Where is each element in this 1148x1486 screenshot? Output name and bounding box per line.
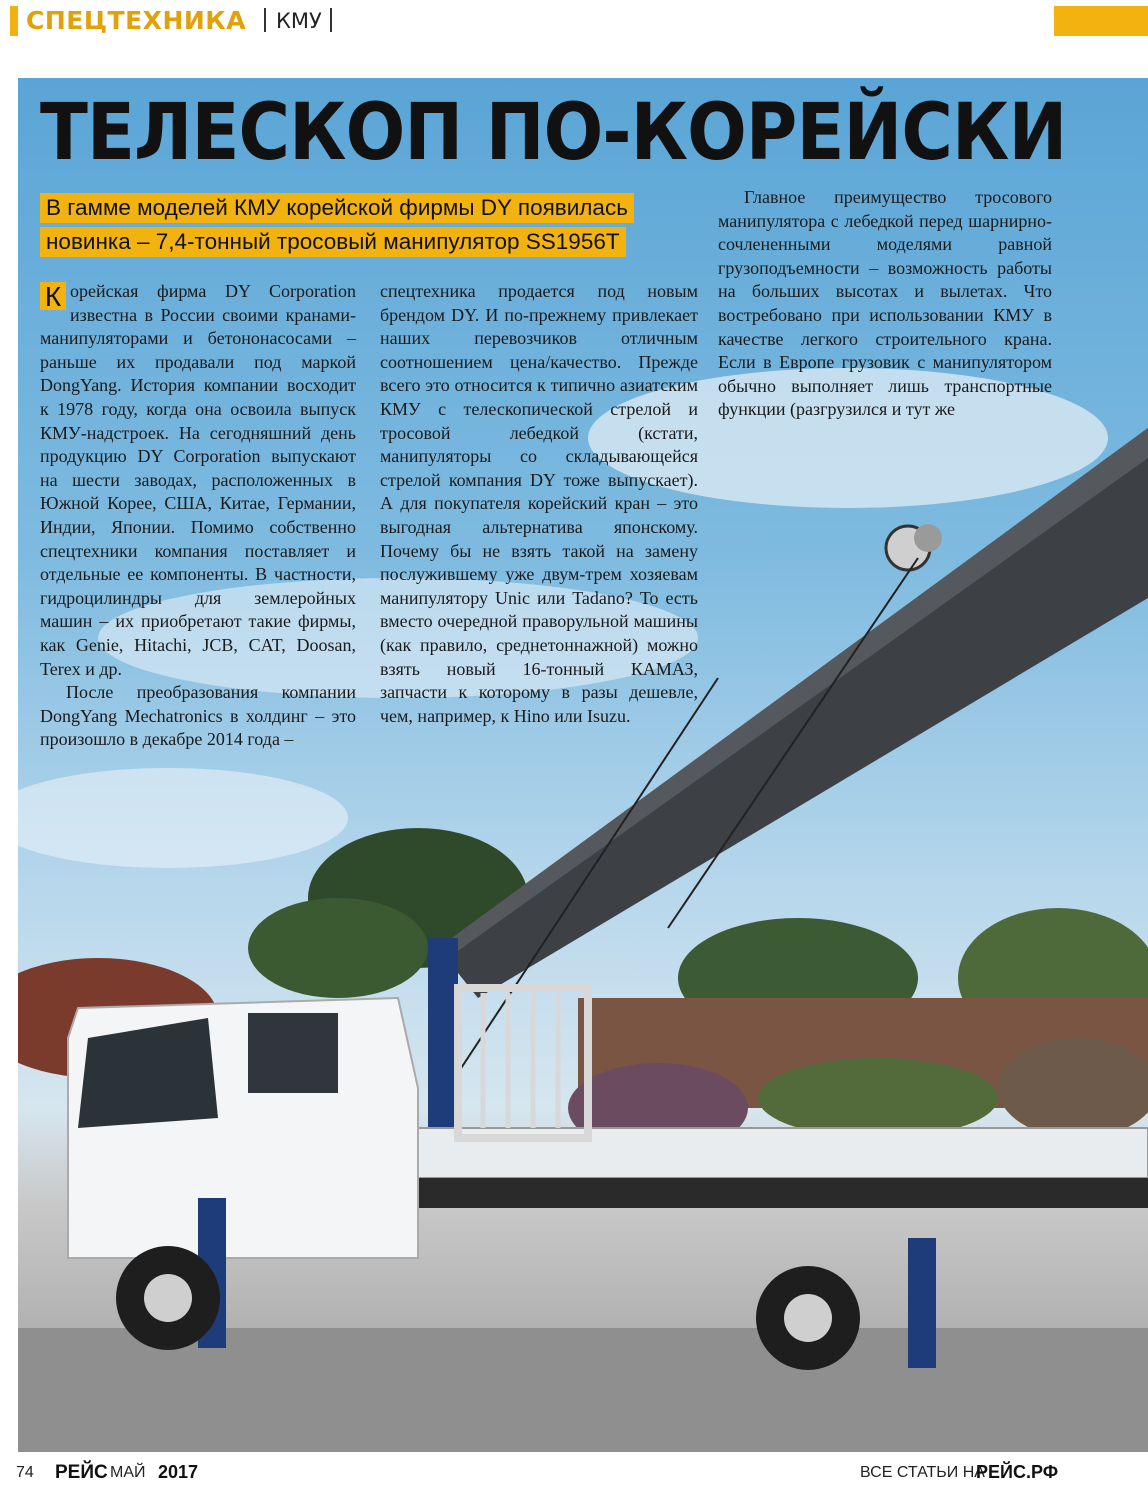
magazine-name: РЕЙС [55, 1462, 108, 1483]
article-column-1 [40, 280, 356, 752]
paragraph [40, 280, 356, 681]
article-column-2 [380, 280, 698, 728]
paragraph: спецтехника продается под новым брендом DY. И по-прежнему привлекает наших перевозчиков отличным соотношением цена/качество. Прежде всего это относится к типично азиатским КМУ с телескопической стрелой и тросовой лебедкой (кстати, манипуляторы со складывающейся стрелой компания DY тоже выпускает). А для покупателя корейский кран – это выгодная альтернатива японскому. Почему бы не взять такой на замену послужившему уже двум-трем хозяевам манипулятору Unic или Tadano? То есть вместо очередной праворульной машины (как правило, среднетоннажной) можно взять новый 16-тонный КАМАЗ, запчасти к которому в разы дешевле, чем, например, к Hino или Isuzu. [380, 281, 698, 726]
drop-cap: К [40, 282, 66, 310]
header-accent-bar [10, 6, 18, 36]
all-articles-label: ВСЕ СТАТЬИ НА [860, 1464, 985, 1481]
article-subtitle-line2: новинка – 7,4-тонный тросовый манипулятор SS1956T [40, 227, 626, 257]
paragraph: Главное преимущество тросового манипулятора с лебедкой перед шарнирно-сочлененными моделями равной грузоподъемности – возможность работы на больших высотах и вылетах. Что востребовано при использовании КМУ в качестве легкого строительного крана. Если в Европе грузовик с манипулятором обычно выполняет лишь транспортные функции (разгрузился и тут же [718, 187, 1052, 420]
article-title: ТЕЛЕСКОП ПО-КОРЕЙСКИ [40, 88, 1067, 178]
subsection-label: КМУ [276, 9, 322, 33]
header-divider [330, 8, 332, 32]
page-footer [0, 1462, 1148, 1486]
header-divider [264, 8, 266, 32]
issue-year: 2017 [158, 1462, 199, 1482]
site-link[interactable]: РЕЙС.РФ [976, 1462, 1059, 1482]
paragraph-text: орейская фирма DY Corporation известна в России своими кранами-манипуляторами и бетононасосами – раньше их продавали под маркой DongYang. История компании восходит к 1978 году, когда она освоила выпуск КМУ-надстроек. На сегодняшний день продукцию DY Corporation выпускают на шести заводах, расположенных в Южной Корее, США, Китае, Германии, Индии, Японии. Помимо собственно спецтехники компания поставляет и отдельные ее компоненты. В частности, гидроцилиндры для землеройных машин – их приобретают такие фирмы, как Genie, Hitachi, JCB, CAT, Doosan, Terex и др. [40, 281, 356, 679]
paragraph: После преобразования компании DongYang Mechatronics в холдинг – это произошло в декабре 2014 года – [40, 682, 356, 750]
page-number: 74 [16, 1464, 34, 1481]
article-subtitle-line1: В гамме моделей КМУ корейской фирмы DY появилась [40, 193, 634, 223]
issue-month: МАЙ [110, 1464, 146, 1481]
header-accent-bar-right [1054, 6, 1148, 36]
article-column-3 [718, 186, 1052, 422]
section-label: СПЕЦТЕХНИКА [26, 6, 247, 35]
